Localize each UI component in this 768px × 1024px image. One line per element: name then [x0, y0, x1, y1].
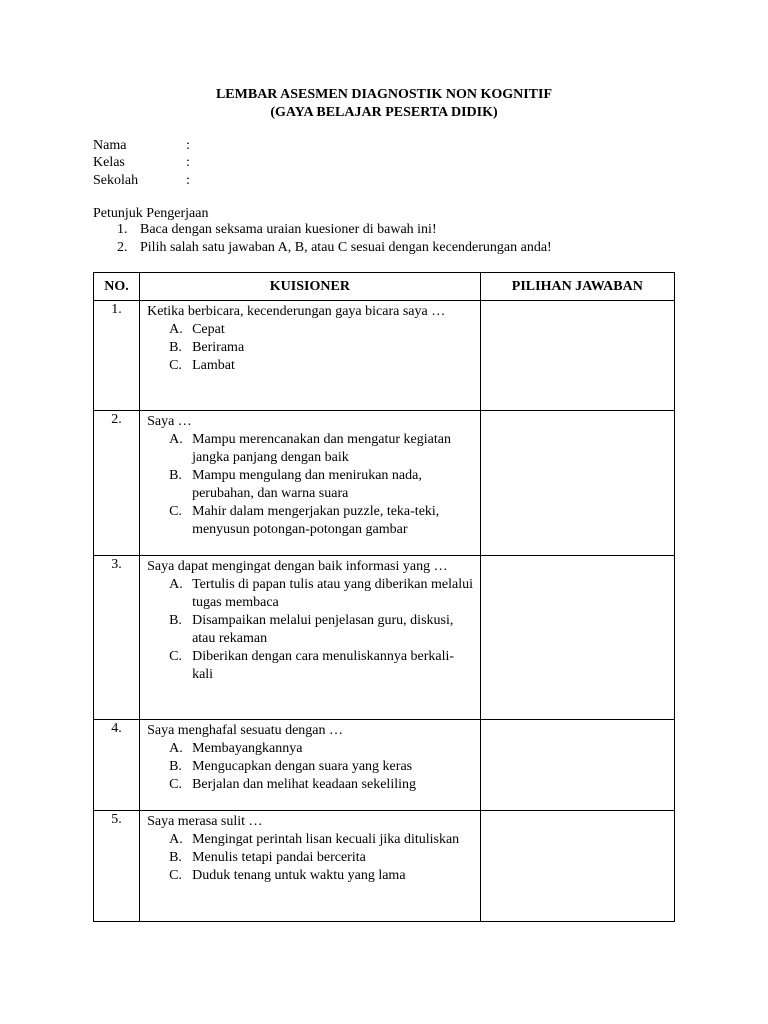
field-colon: :	[186, 138, 190, 153]
table-row	[94, 811, 675, 922]
table-row	[94, 556, 675, 720]
option-list	[140, 431, 480, 543]
option-item[interactable]	[140, 758, 474, 776]
option-list	[140, 740, 480, 798]
option-text: Tertulis di papan tulis atau yang diberikan melalui tugas membaca	[192, 577, 473, 610]
header-answer: PILIHAN JAWABAN	[480, 273, 674, 301]
answer-cell[interactable]	[480, 811, 674, 922]
answer-cell[interactable]	[480, 720, 674, 811]
option-text: Cepat	[192, 322, 225, 337]
option-item[interactable]	[140, 431, 474, 467]
row-number: 1.	[94, 301, 140, 411]
option-text: Berjalan dan melihat keadaan sekeliling	[192, 777, 416, 792]
option-letter: A.	[169, 741, 183, 756]
option-letter: C.	[169, 504, 182, 519]
document-title: LEMBAR ASESMEN DIAGNOSTIK NON KOGNITIF	[215, 87, 553, 102]
document-subtitle: (GAYA BELAJAR PESERTA DIDIK)	[270, 105, 498, 120]
option-letter: A.	[169, 577, 183, 592]
answer-cell[interactable]	[480, 301, 674, 411]
table-header-row	[94, 273, 675, 301]
option-letter: C.	[169, 649, 182, 664]
question-text: Saya …	[147, 414, 192, 429]
field-colon: :	[186, 155, 190, 170]
option-list	[140, 831, 480, 889]
instruction-text: Pilih salah satu jawaban A, B, atau C sesuai dengan kecenderungan anda!	[140, 240, 552, 255]
option-item[interactable]	[140, 612, 474, 648]
option-item[interactable]	[140, 867, 474, 885]
field-nama[interactable]	[93, 137, 393, 155]
option-text: Mampu merencanakan dan mengatur kegiatan jangka panjang dengan baik	[192, 432, 451, 465]
option-text: Mampu mengulang dan menirukan nada, perubahan, dan warna suara	[192, 468, 422, 501]
option-text: Berirama	[192, 340, 245, 355]
option-text: Mengucapkan dengan suara yang keras	[192, 759, 413, 774]
option-list	[140, 321, 480, 379]
instruction-number: 1.	[117, 222, 128, 237]
row-number: 5.	[94, 811, 140, 922]
header-question: KUISIONER	[140, 273, 481, 301]
option-letter: B.	[169, 759, 182, 774]
option-letter: B.	[169, 340, 182, 355]
question-cell	[140, 301, 481, 411]
field-label: Kelas	[93, 155, 125, 170]
instructions-heading: Petunjuk Pengerjaan	[93, 206, 209, 221]
table-row	[94, 720, 675, 811]
option-item[interactable]	[140, 648, 474, 684]
option-list	[140, 576, 480, 688]
row-number: 4.	[94, 720, 140, 811]
instruction-text: Baca dengan seksama uraian kuesioner di bawah ini!	[140, 222, 437, 237]
option-letter: B.	[169, 613, 182, 628]
row-number: 2.	[94, 411, 140, 556]
option-item[interactable]	[140, 467, 474, 503]
field-label: Sekolah	[93, 173, 139, 188]
question-cell	[140, 556, 481, 720]
field-sekolah[interactable]	[93, 172, 393, 190]
option-letter: B.	[169, 850, 182, 865]
field-label: Nama	[93, 138, 127, 153]
option-text: Disampaikan melalui penjelasan guru, diskusi, atau rekaman	[192, 613, 454, 646]
table-row	[94, 301, 675, 411]
answer-cell[interactable]	[480, 411, 674, 556]
option-text: Mengingat perintah lisan kecuali jika dituliskan	[192, 832, 460, 847]
row-number: 3.	[94, 556, 140, 720]
questionnaire-table	[93, 272, 675, 922]
option-letter: A.	[169, 432, 183, 447]
question-cell	[140, 811, 481, 922]
option-item[interactable]	[140, 849, 474, 867]
option-item[interactable]	[140, 321, 474, 339]
option-letter: C.	[169, 868, 182, 883]
question-cell	[140, 411, 481, 556]
instruction-number: 2.	[117, 240, 128, 255]
header-no: NO.	[94, 273, 140, 301]
question-text: Saya menghafal sesuatu dengan …	[147, 723, 344, 738]
option-item[interactable]	[140, 503, 474, 539]
option-text: Membayangkannya	[192, 741, 303, 756]
option-text: Lambat	[192, 358, 235, 373]
question-text: Saya dapat mengingat dengan baik informasi yang …	[147, 559, 448, 574]
option-text: Duduk tenang untuk waktu yang lama	[192, 868, 406, 883]
field-kelas[interactable]	[93, 154, 393, 172]
field-colon: :	[186, 173, 190, 188]
question-text: Saya merasa sulit …	[147, 814, 263, 829]
answer-cell[interactable]	[480, 556, 674, 720]
question-text: Ketika berbicara, kecenderungan gaya bicara saya …	[147, 304, 446, 319]
question-cell	[140, 720, 481, 811]
option-item[interactable]	[140, 776, 474, 794]
option-letter: A.	[169, 832, 183, 847]
option-letter: B.	[169, 468, 182, 483]
option-letter: C.	[169, 777, 182, 792]
option-item[interactable]	[140, 339, 474, 357]
option-text: Diberikan dengan cara menuliskannya berkali-kali	[192, 649, 455, 682]
option-item[interactable]	[140, 740, 474, 758]
option-item[interactable]	[140, 831, 474, 849]
option-text: Menulis tetapi pandai bercerita	[192, 850, 366, 865]
option-text: Mahir dalam mengerjakan puzzle, teka-teki, menyusun potongan-potongan gambar	[192, 504, 440, 537]
option-letter: C.	[169, 358, 182, 373]
table-row	[94, 411, 675, 556]
option-letter: A.	[169, 322, 183, 337]
option-item[interactable]	[140, 357, 474, 375]
option-item[interactable]	[140, 576, 474, 612]
